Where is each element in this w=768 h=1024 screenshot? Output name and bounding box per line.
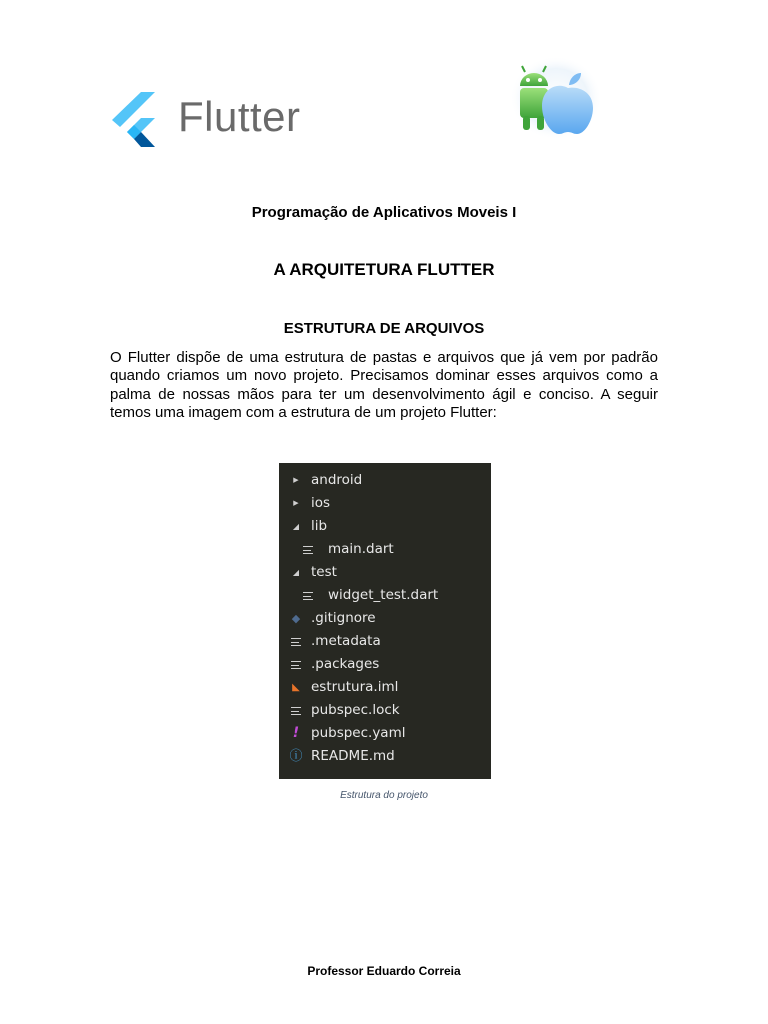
file-tree-item-label: .gitignore [311, 610, 376, 626]
file-tree-item [279, 492, 491, 515]
intro-paragraph: O Flutter dispõe de uma estrutura de pastas e arquivos que já vem por padrão quando criamos um novo projeto. Precisamos dominar esses arquivos como a palma de nossas mãos para ter um desenvolvimento ágil e conciso. A seguir temos uma imagem com a estrutura de um projeto Flutter: [110, 349, 658, 421]
triangle-down-icon: ◢ [292, 568, 300, 577]
flutter-logo-text: Flutter [178, 93, 301, 140]
file-tree-item-label: widget_test.dart [328, 587, 439, 603]
file-tree-item [279, 699, 491, 722]
git-icon: ◆ [291, 612, 301, 625]
lines-icon [301, 538, 315, 561]
file-tree-item [279, 469, 491, 492]
course-subject: Programação de Aplicativos Moveis I [251, 204, 517, 221]
document-title: A ARQUITETURA FLUTTER [273, 260, 495, 279]
file-tree-item-label: ios [311, 495, 331, 511]
lines-icon [289, 630, 303, 653]
file-tree-item [279, 653, 491, 676]
rss-icon: ◣ [292, 682, 300, 693]
file-tree-item [279, 561, 491, 584]
flutter-logo-icon [108, 92, 158, 150]
file-tree-item-label: main.dart [328, 541, 394, 557]
triangle-right-icon: ▶ [293, 499, 299, 507]
file-tree-item [279, 630, 491, 653]
project-file-tree-image [279, 463, 491, 779]
footer-author: Professor Eduardo Correia [307, 964, 461, 978]
file-tree-item [279, 538, 491, 561]
file-tree-item-label: README.md [311, 748, 395, 764]
file-tree-item [279, 676, 491, 699]
triangle-right-icon: ▶ [293, 476, 299, 484]
file-tree-item [279, 515, 491, 538]
lines-icon [289, 699, 303, 722]
section-heading: ESTRUTURA DE ARQUIVOS [283, 320, 485, 337]
file-tree-item-label: .packages [311, 656, 380, 672]
file-tree-item [279, 745, 491, 768]
file-tree-item-label: lib [311, 518, 328, 534]
file-tree-item [279, 607, 491, 630]
file-tree-item [279, 584, 491, 607]
file-tree-item-label: pubspec.lock [311, 702, 400, 718]
file-tree-item [279, 722, 491, 745]
exclamation-icon: ! [292, 725, 300, 741]
info-icon: ⓘ [289, 749, 303, 764]
file-tree-item-label: android [311, 472, 363, 488]
figure-caption: Estrutura do projeto [340, 790, 428, 801]
triangle-down-icon: ◢ [292, 522, 300, 531]
android-apple-icon [506, 52, 606, 144]
flutter-logo [108, 92, 318, 152]
file-tree-item-label: .metadata [311, 633, 381, 649]
android-apple-logo [506, 52, 606, 144]
file-tree-item-label: pubspec.yaml [311, 725, 406, 741]
file-tree-item-label: test [311, 564, 337, 580]
lines-icon [301, 584, 315, 607]
file-tree-item-label: estrutura.iml [311, 679, 399, 695]
lines-icon [289, 653, 303, 676]
